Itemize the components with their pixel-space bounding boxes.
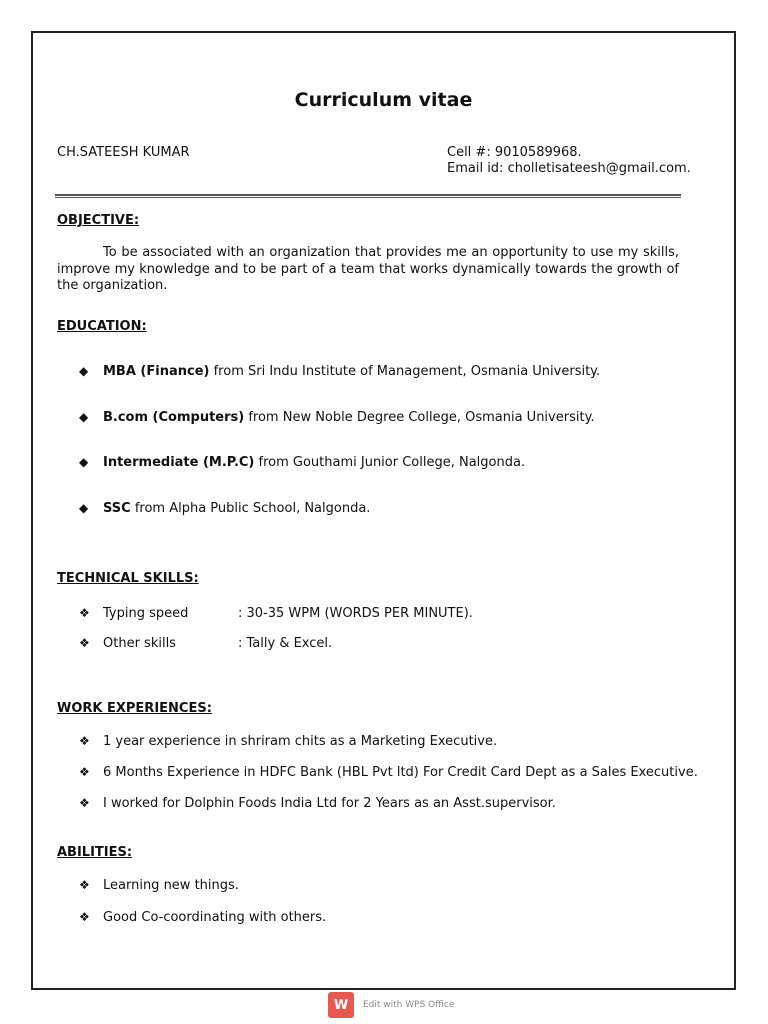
abilities-heading: ABILITIES: (57, 845, 133, 860)
wps-edit-link[interactable]: Edit with WPS Office (363, 1000, 455, 1010)
skill-row: ❖ Other skills : Tally & Excel. (79, 636, 333, 651)
education-item: ◆ Intermediate (M.P.C) from Gouthami Junior College, Nalgonda. (79, 455, 526, 470)
fleuron-bullet-icon: ❖ (79, 734, 90, 748)
work-item: ❖ 1 year experience in shriram chits as a Marketing Executive. (79, 734, 498, 749)
diamond-bullet-icon: ◆ (79, 364, 89, 378)
work-item: ❖ 6 Months Experience in HDFC Bank (HBL Pvt ltd) For Credit Card Dept as a Sales Executive. (79, 765, 698, 780)
education-heading: EDUCATION: (57, 319, 147, 334)
cell-number: Cell #: 9010589968. (447, 145, 582, 160)
diamond-bullet-icon: ◆ (79, 410, 89, 424)
email-address: Email id: cholletisateesh@gmail.com. (447, 161, 691, 176)
diamond-bullet-icon: ◆ (79, 501, 89, 515)
technical-skills-heading: TECHNICAL SKILLS: (57, 571, 199, 586)
page-title: Curriculum vitae (294, 89, 473, 111)
objective-heading: OBJECTIVE: (57, 213, 140, 228)
wps-footer[interactable] (328, 991, 454, 1019)
fleuron-bullet-icon: ❖ (79, 606, 90, 620)
fleuron-bullet-icon: ❖ (79, 765, 90, 779)
work-experience-heading: WORK EXPERIENCES: (57, 701, 212, 716)
fleuron-bullet-icon: ❖ (79, 878, 90, 892)
ability-item: ❖ Good Co-coordinating with others. (79, 910, 327, 925)
cv-page (31, 31, 736, 990)
fleuron-bullet-icon: ❖ (79, 796, 90, 810)
fleuron-bullet-icon: ❖ (79, 636, 90, 650)
diamond-bullet-icon: ◆ (79, 455, 89, 469)
objective-text: To be associated with an organization that provides me an opportunity to use my skills, improve my knowledge and to be part of a team that works dynamically towards the growth of the organization. (57, 245, 679, 293)
work-item: ❖ I worked for Dolphin Foods India Ltd for 2 Years as an Asst.supervisor. (79, 796, 556, 811)
ability-item: ❖ Learning new things. (79, 878, 239, 893)
contact-block (447, 145, 691, 177)
candidate-name: CH.SATEESH KUMAR (57, 145, 190, 160)
header-divider (55, 194, 681, 198)
education-item: ◆ B.com (Computers) from New Noble Degree College, Osmania University. (79, 410, 595, 425)
wps-logo-icon[interactable]: W (328, 992, 354, 1018)
fleuron-bullet-icon: ❖ (79, 910, 90, 924)
education-item: ◆ SSC from Alpha Public School, Nalgonda. (79, 501, 371, 516)
skill-row: ❖ Typing speed : 30-35 WPM (WORDS PER MINUTE). (79, 606, 473, 621)
education-item: ◆ MBA (Finance) from Sri Indu Institute of Management, Osmania University. (79, 364, 601, 379)
